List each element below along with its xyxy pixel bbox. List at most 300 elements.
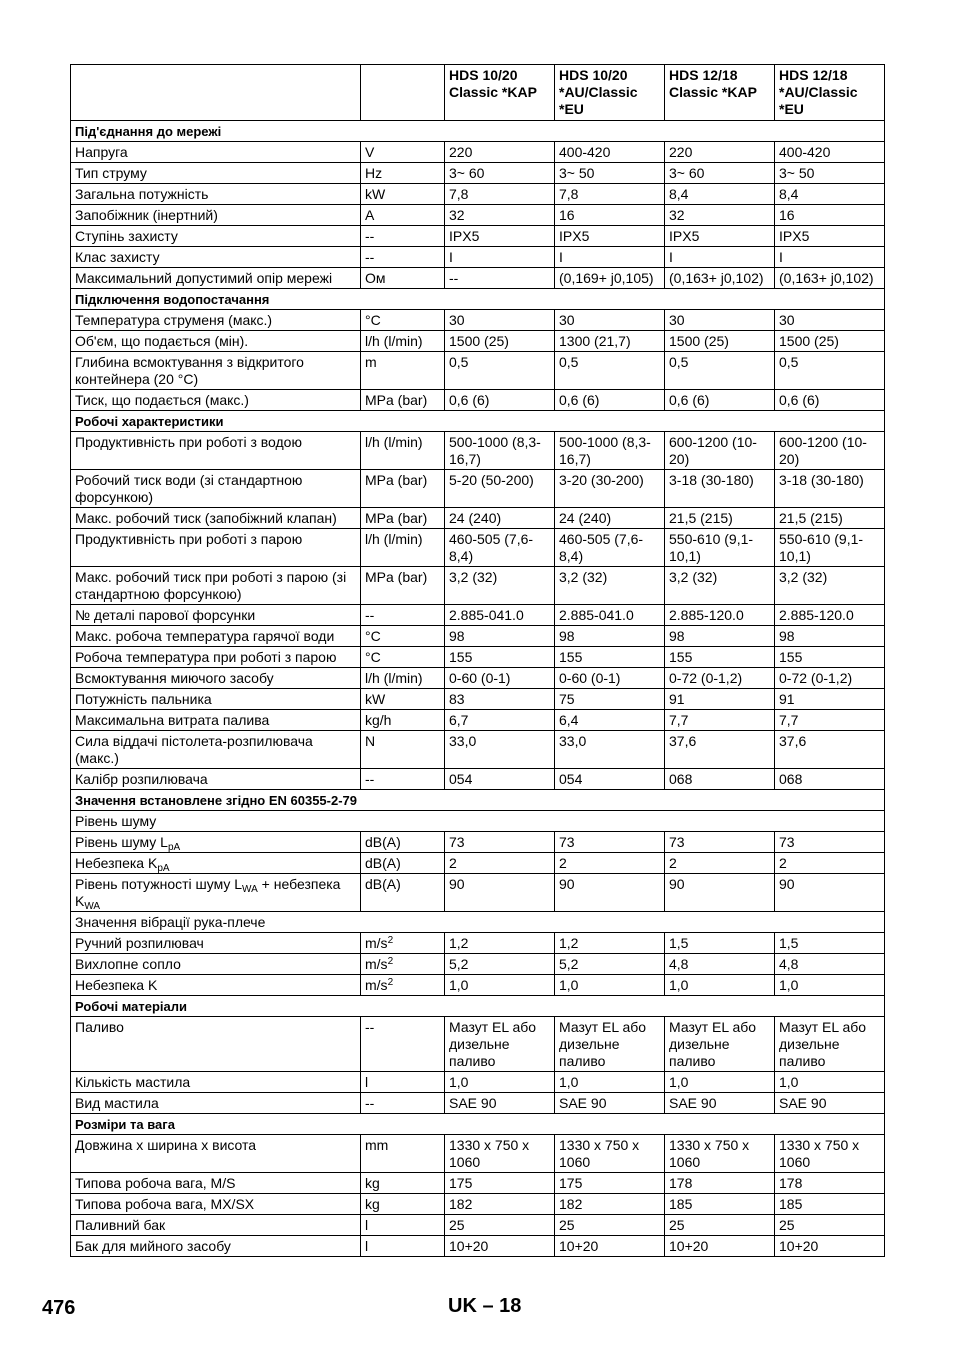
value-cell: 2 xyxy=(665,853,775,874)
param-label xyxy=(71,689,361,710)
value-cell: 2 xyxy=(445,853,555,874)
param-label xyxy=(71,1072,361,1093)
param-label xyxy=(71,853,361,874)
value-cell: SAE 90 xyxy=(445,1093,555,1114)
table-row xyxy=(71,331,885,352)
param-label-text: Небезпека K xyxy=(75,855,158,871)
value-cell: 25 xyxy=(555,1215,665,1236)
param-label-text: Тип струму xyxy=(75,165,147,181)
value-cell: 054 xyxy=(445,769,555,790)
unit-cell xyxy=(361,1135,445,1173)
unit-cell xyxy=(361,390,445,411)
section-title: Робочі характеристики xyxy=(71,411,885,432)
table-row xyxy=(71,874,885,912)
unit-cell xyxy=(361,331,445,352)
table-row xyxy=(71,933,885,954)
value-cell: 90 xyxy=(555,874,665,912)
value-cell: 91 xyxy=(665,689,775,710)
unit-cell xyxy=(361,731,445,769)
value-cell: 8,4 xyxy=(775,184,885,205)
param-label xyxy=(71,184,361,205)
section-title: Підключення водопостачання xyxy=(71,289,885,310)
unit-text: l/h (l/min) xyxy=(365,434,423,450)
unit-text: Ом xyxy=(365,270,386,286)
unit-superscript: 2 xyxy=(387,956,394,967)
table-row xyxy=(71,1236,885,1257)
param-label-text: Кількість мастила xyxy=(75,1074,191,1090)
table-row xyxy=(71,853,885,874)
section-title: Значення встановлене згідно EN 60355-2-79 xyxy=(71,790,885,811)
value-cell: 1,2 xyxy=(445,933,555,954)
value-cell: IPX5 xyxy=(665,226,775,247)
table-row xyxy=(71,508,885,529)
param-label-text: Типова робоча вага, M/S xyxy=(75,1175,236,1191)
unit-text: °C xyxy=(365,312,381,328)
value-cell: 7,8 xyxy=(555,184,665,205)
param-label-text: Максимальний допустимий опір мережі xyxy=(75,270,333,286)
unit-text: dB(A) xyxy=(365,876,401,892)
value-cell: 32 xyxy=(665,205,775,226)
value-cell: 068 xyxy=(775,769,885,790)
value-cell: 0-72 (0-1,2) xyxy=(665,668,775,689)
unit-cell xyxy=(361,769,445,790)
value-cell: 4,8 xyxy=(665,954,775,975)
param-label xyxy=(71,731,361,769)
table-row xyxy=(71,668,885,689)
value-cell: Мазут EL або дизельне паливо xyxy=(775,1017,885,1072)
value-cell: 98 xyxy=(445,626,555,647)
table-row xyxy=(71,1215,885,1236)
param-label xyxy=(71,1194,361,1215)
value-cell: 4,8 xyxy=(775,954,885,975)
unit-text: Hz xyxy=(365,165,383,181)
value-cell: 178 xyxy=(665,1173,775,1194)
unit-text: dB(A) xyxy=(365,834,401,850)
value-cell: 600-1200 (10-20) xyxy=(775,432,885,470)
value-cell: 0-72 (0-1,2) xyxy=(775,668,885,689)
value-cell: 98 xyxy=(555,626,665,647)
value-cell: 1300 (21,7) xyxy=(555,331,665,352)
value-cell: 10+20 xyxy=(665,1236,775,1257)
unit-superscript: 2 xyxy=(387,977,394,988)
param-label xyxy=(71,163,361,184)
unit-text: MPa (bar) xyxy=(365,392,428,408)
table-row xyxy=(71,1093,885,1114)
value-cell: 32 xyxy=(445,205,555,226)
unit-cell xyxy=(361,1194,445,1215)
param-label-text: Довжина x ширина x висота xyxy=(75,1137,257,1153)
value-cell: 33,0 xyxy=(445,731,555,769)
subsection-row xyxy=(71,912,885,933)
unit-text: °C xyxy=(365,628,381,644)
value-cell: Мазут EL або дизельне паливо xyxy=(665,1017,775,1072)
param-label xyxy=(71,432,361,470)
value-cell: 73 xyxy=(445,832,555,853)
value-cell: Мазут EL або дизельне паливо xyxy=(555,1017,665,1072)
value-cell: 0,6 (6) xyxy=(555,390,665,411)
unit-cell xyxy=(361,247,445,268)
value-cell: 25 xyxy=(775,1215,885,1236)
table-row xyxy=(71,142,885,163)
value-cell: 24 (240) xyxy=(445,508,555,529)
param-label-text: Макс. робоча температура гарячої води xyxy=(75,628,335,644)
section-title: Під'єднання до мережі xyxy=(71,121,885,142)
unit-cell xyxy=(361,874,445,912)
param-label xyxy=(71,470,361,508)
param-label xyxy=(71,647,361,668)
unit-text: -- xyxy=(365,228,375,244)
value-cell: 175 xyxy=(445,1173,555,1194)
value-cell: 3~ 50 xyxy=(555,163,665,184)
value-cell: 1,0 xyxy=(775,1072,885,1093)
value-cell: 1,0 xyxy=(555,975,665,996)
section-row xyxy=(71,1114,885,1135)
table-row xyxy=(71,605,885,626)
param-label xyxy=(71,310,361,331)
param-label-text: Макс. робочий тиск при роботі з парою (зі стандартною форсункою) xyxy=(75,569,347,602)
value-cell: 0,5 xyxy=(775,352,885,390)
unit-text: l xyxy=(365,1074,369,1090)
value-cell: 0,5 xyxy=(555,352,665,390)
param-label-text: Всмоктування миючого засобу xyxy=(75,670,274,686)
value-cell: 83 xyxy=(445,689,555,710)
value-cell: 1,0 xyxy=(445,975,555,996)
label-subscript: pA xyxy=(167,842,181,853)
value-cell: I xyxy=(665,247,775,268)
table-row xyxy=(71,954,885,975)
param-label xyxy=(71,226,361,247)
table-row xyxy=(71,529,885,567)
value-cell: 30 xyxy=(555,310,665,331)
value-cell: 8,4 xyxy=(665,184,775,205)
unit-cell xyxy=(361,352,445,390)
param-label xyxy=(71,390,361,411)
value-cell: 24 (240) xyxy=(555,508,665,529)
param-label xyxy=(71,142,361,163)
param-label xyxy=(71,508,361,529)
unit-text: N xyxy=(365,733,376,749)
param-label-text: Вид мастила xyxy=(75,1095,159,1111)
subsection-title: Рівень шуму xyxy=(71,811,885,832)
value-cell: 155 xyxy=(775,647,885,668)
param-label xyxy=(71,710,361,731)
param-label xyxy=(71,1093,361,1114)
value-cell: 37,6 xyxy=(665,731,775,769)
value-cell: I xyxy=(775,247,885,268)
table-row xyxy=(71,710,885,731)
value-cell: 1330 x 750 x 1060 xyxy=(665,1135,775,1173)
table-row xyxy=(71,247,885,268)
value-cell: 460-505 (7,6-8,4) xyxy=(555,529,665,567)
value-cell: 7,8 xyxy=(445,184,555,205)
value-cell: 175 xyxy=(555,1173,665,1194)
value-cell: 1,5 xyxy=(665,933,775,954)
value-cell: 220 xyxy=(665,142,775,163)
page-code: UK – 18 xyxy=(448,1295,522,1317)
param-label-text: Типова робоча вага, MX/SX xyxy=(75,1196,255,1212)
value-cell: 600-1200 (10-20) xyxy=(665,432,775,470)
value-cell: 182 xyxy=(445,1194,555,1215)
value-cell: 16 xyxy=(775,205,885,226)
value-cell: 90 xyxy=(445,874,555,912)
unit-text: °C xyxy=(365,649,381,665)
unit-text: kg/h xyxy=(365,712,392,728)
spec-table-body xyxy=(71,65,885,1257)
unit-cell xyxy=(361,268,445,289)
label-subscript: WA xyxy=(242,884,258,895)
table-row xyxy=(71,731,885,769)
unit-text: m xyxy=(365,354,377,370)
value-cell: 0,6 (6) xyxy=(665,390,775,411)
value-cell: 30 xyxy=(445,310,555,331)
unit-text: kW xyxy=(365,691,386,707)
table-row xyxy=(71,769,885,790)
value-cell: 3,2 (32) xyxy=(445,567,555,605)
value-cell: 33,0 xyxy=(555,731,665,769)
unit-text: -- xyxy=(365,607,375,623)
param-label-text: Глибина всмоктування з відкритого контейнера (20 °C) xyxy=(75,354,304,387)
unit-text: m/s xyxy=(365,935,388,951)
value-cell: (0,169+ j0,105) xyxy=(555,268,665,289)
table-row xyxy=(71,1017,885,1072)
unit-cell xyxy=(361,933,445,954)
value-cell: 1330 x 750 x 1060 xyxy=(555,1135,665,1173)
value-cell: 90 xyxy=(665,874,775,912)
value-cell: IPX5 xyxy=(445,226,555,247)
param-label-text: Макс. робочий тиск (запобіжний клапан) xyxy=(75,510,337,526)
value-cell: 91 xyxy=(775,689,885,710)
unit-cell xyxy=(361,1093,445,1114)
table-row xyxy=(71,832,885,853)
value-cell: 30 xyxy=(775,310,885,331)
param-label xyxy=(71,626,361,647)
table-row xyxy=(71,205,885,226)
param-label-text: Продуктивність при роботі з водою xyxy=(75,434,302,450)
value-cell: 0-60 (0-1) xyxy=(445,668,555,689)
header-cell-model: HDS 10/20 Classic *KAP xyxy=(445,65,555,121)
unit-text: kg xyxy=(365,1196,380,1212)
value-cell: 1,0 xyxy=(555,1072,665,1093)
param-label xyxy=(71,268,361,289)
value-cell: 1,5 xyxy=(775,933,885,954)
param-label xyxy=(71,1215,361,1236)
header-cell xyxy=(71,65,361,121)
table-row xyxy=(71,226,885,247)
value-cell: 0,5 xyxy=(445,352,555,390)
param-label xyxy=(71,529,361,567)
value-cell: I xyxy=(555,247,665,268)
section-row xyxy=(71,289,885,310)
param-label-text: Калібр розпилювача xyxy=(75,771,208,787)
unit-text: kg xyxy=(365,1175,380,1191)
param-label xyxy=(71,1017,361,1072)
unit-cell xyxy=(361,832,445,853)
param-label xyxy=(71,605,361,626)
value-cell: 6,7 xyxy=(445,710,555,731)
value-cell: 5-20 (50-200) xyxy=(445,470,555,508)
unit-cell xyxy=(361,853,445,874)
table-row xyxy=(71,689,885,710)
unit-cell xyxy=(361,205,445,226)
value-cell: 25 xyxy=(445,1215,555,1236)
param-label xyxy=(71,933,361,954)
param-label-text: Сила віддачі пістолета-розпилювача (макс.) xyxy=(75,733,313,766)
value-cell: 30 xyxy=(665,310,775,331)
value-cell: 3,2 (32) xyxy=(775,567,885,605)
value-cell: 2 xyxy=(555,853,665,874)
value-cell: 37,6 xyxy=(775,731,885,769)
subsection-row xyxy=(71,811,885,832)
subsection-title: Значення вібрації рука-плече xyxy=(71,912,885,933)
param-label-text: Об'єм, що подається (мін). xyxy=(75,333,249,349)
value-cell: 185 xyxy=(665,1194,775,1215)
value-cell: 21,5 (215) xyxy=(665,508,775,529)
param-label xyxy=(71,567,361,605)
param-label-text: Максимальна витрата палива xyxy=(75,712,270,728)
unit-superscript: 2 xyxy=(387,935,394,946)
section-row xyxy=(71,411,885,432)
unit-text: A xyxy=(365,207,375,223)
param-label xyxy=(71,832,361,853)
unit-cell xyxy=(361,605,445,626)
value-cell: 1,2 xyxy=(555,933,665,954)
param-label-text: Клас захисту xyxy=(75,249,160,265)
value-cell: 178 xyxy=(775,1173,885,1194)
param-label xyxy=(71,1173,361,1194)
value-cell: 0,6 (6) xyxy=(445,390,555,411)
value-cell: 1500 (25) xyxy=(445,331,555,352)
value-cell: 3-18 (30-180) xyxy=(665,470,775,508)
param-label xyxy=(71,331,361,352)
value-cell: IPX5 xyxy=(775,226,885,247)
label-subscript: pA xyxy=(157,863,170,874)
param-label xyxy=(71,954,361,975)
param-label-text: Загальна потужність xyxy=(75,186,209,202)
value-cell: 460-505 (7,6-8,4) xyxy=(445,529,555,567)
param-label-text: Ступінь захисту xyxy=(75,228,178,244)
unit-text: dB(A) xyxy=(365,855,401,871)
param-label-tail: + небезпека K xyxy=(75,876,341,909)
unit-text: -- xyxy=(365,1095,375,1111)
unit-text: MPa (bar) xyxy=(365,510,428,526)
table-row xyxy=(71,975,885,996)
unit-text: -- xyxy=(365,249,375,265)
value-cell: 500-1000 (8,3-16,7) xyxy=(445,432,555,470)
unit-cell xyxy=(361,710,445,731)
unit-text: -- xyxy=(365,771,375,787)
value-cell: 6,4 xyxy=(555,710,665,731)
param-label-text: Температура струменя (макс.) xyxy=(75,312,273,328)
unit-text: l/h (l/min) xyxy=(365,670,423,686)
unit-cell xyxy=(361,432,445,470)
param-label-text: № деталі парової форсунки xyxy=(75,607,256,623)
param-label-text: Потужність пальника xyxy=(75,691,212,707)
unit-cell xyxy=(361,567,445,605)
value-cell: 550-610 (9,1-10,1) xyxy=(775,529,885,567)
value-cell: -- xyxy=(445,268,555,289)
header-row xyxy=(71,65,885,121)
value-cell: 3,2 (32) xyxy=(665,567,775,605)
value-cell: 185 xyxy=(775,1194,885,1215)
param-label-text: Вихлопне сопло xyxy=(75,956,181,972)
param-label xyxy=(71,1135,361,1173)
param-label-text: Продуктивність при роботі з парою xyxy=(75,531,303,547)
value-cell: 3~ 50 xyxy=(775,163,885,184)
value-cell: 500-1000 (8,3-16,7) xyxy=(555,432,665,470)
value-cell: SAE 90 xyxy=(555,1093,665,1114)
param-label xyxy=(71,205,361,226)
value-cell: 5,2 xyxy=(445,954,555,975)
table-row xyxy=(71,390,885,411)
spec-table xyxy=(70,64,885,1257)
unit-text: kW xyxy=(365,186,386,202)
param-label xyxy=(71,247,361,268)
value-cell: 182 xyxy=(555,1194,665,1215)
value-cell: 75 xyxy=(555,689,665,710)
param-label-text: Паливний бак xyxy=(75,1217,166,1233)
value-cell: 98 xyxy=(665,626,775,647)
value-cell: 90 xyxy=(775,874,885,912)
unit-cell xyxy=(361,1017,445,1072)
table-row xyxy=(71,184,885,205)
table-row xyxy=(71,1173,885,1194)
unit-cell xyxy=(361,689,445,710)
header-cell-model: HDS 10/20 *AU/Classic *EU xyxy=(555,65,665,121)
unit-cell xyxy=(361,529,445,567)
value-cell: 1330 x 750 x 1060 xyxy=(445,1135,555,1173)
param-label-text: Рівень шуму L xyxy=(75,834,168,850)
param-label xyxy=(71,975,361,996)
section-title: Розміри та вага xyxy=(71,1114,885,1135)
table-row xyxy=(71,567,885,605)
label-subscript: WA xyxy=(84,901,101,912)
value-cell: 16 xyxy=(555,205,665,226)
section-row xyxy=(71,790,885,811)
table-row xyxy=(71,432,885,470)
param-label-text: Ручний розпилювач xyxy=(75,935,204,951)
value-cell: 5,2 xyxy=(555,954,665,975)
section-title: Робочі матеріали xyxy=(71,996,885,1017)
param-label-text: Небезпека K xyxy=(75,977,158,993)
table-row xyxy=(71,1072,885,1093)
header-cell xyxy=(361,65,445,121)
value-cell: 155 xyxy=(555,647,665,668)
value-cell: I xyxy=(445,247,555,268)
page-number: 476 xyxy=(42,1297,76,1319)
unit-text: V xyxy=(365,144,375,160)
value-cell: 400-420 xyxy=(555,142,665,163)
value-cell: 0,5 xyxy=(665,352,775,390)
unit-cell xyxy=(361,310,445,331)
unit-text: l/h (l/min) xyxy=(365,333,423,349)
value-cell: 1,0 xyxy=(665,1072,775,1093)
value-cell: 2.885-041.0 xyxy=(555,605,665,626)
unit-cell xyxy=(361,470,445,508)
value-cell: 0-60 (0-1) xyxy=(555,668,665,689)
unit-text: l/h (l/min) xyxy=(365,531,423,547)
value-cell: 73 xyxy=(555,832,665,853)
value-cell: Мазут EL або дизельне паливо xyxy=(445,1017,555,1072)
table-row xyxy=(71,647,885,668)
unit-cell xyxy=(361,142,445,163)
value-cell: 3-20 (30-200) xyxy=(555,470,665,508)
table-row xyxy=(71,310,885,331)
unit-cell xyxy=(361,226,445,247)
unit-text: l xyxy=(365,1217,369,1233)
value-cell: 1500 (25) xyxy=(665,331,775,352)
section-row xyxy=(71,996,885,1017)
unit-cell xyxy=(361,1215,445,1236)
